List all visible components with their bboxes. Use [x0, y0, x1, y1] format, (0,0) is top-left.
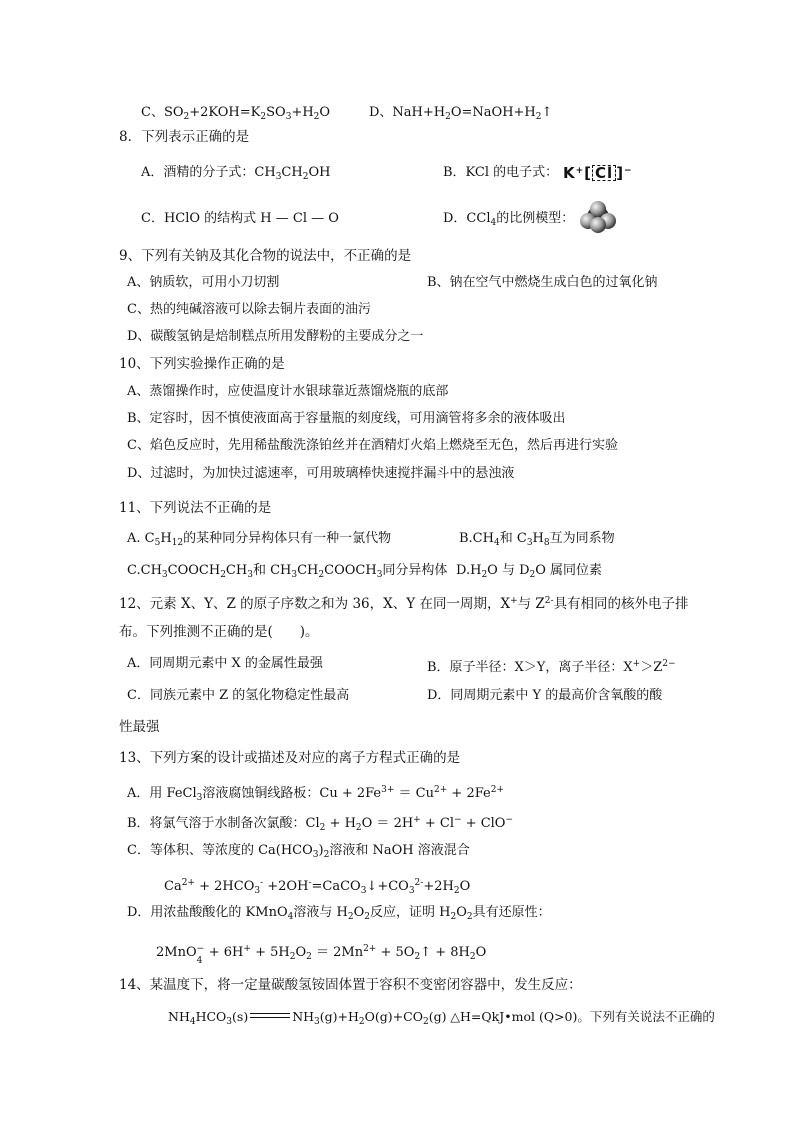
q10-option-b: B、定容时，因不慎使液面高于容量瓶的刻度线，可用滴管将多余的液体吸出	[127, 411, 566, 426]
q10-option-d: D、过滤时，为加快过滤速率，可用玻璃棒快速搅拌漏斗中的悬浊液	[127, 466, 515, 481]
q8-option-b: B．KCl 的电子式：	[443, 165, 559, 180]
q12-option-a: A．同周期元素中 X 的金属性最强	[127, 656, 323, 671]
q8-option-c: C．HClO 的结构式 H — Cl — O	[141, 211, 339, 226]
q7-option-c: C、$SO_2+2KOH=K_2SO_3+H_2O$	[141, 105, 331, 122]
q8-option-a: A．酒精的分子式：$CH_3CH_2OH$	[141, 165, 331, 182]
q9-stem: 9、下列有关钠及其化合物的说法中，不正确的是	[119, 248, 412, 264]
q12-option-b: B．原子半径：X＞Y，离子半径：$X^+>Z^{2-}$	[427, 659, 676, 675]
q9-option-c: C、热的纯碱溶液可以除去铜片表面的油污	[127, 302, 371, 317]
q12-option-c: C．同族元素中 Z 的氢化物稳定性最高	[127, 688, 350, 703]
reversible-equilibrium-arrow	[250, 1013, 290, 1019]
q10-option-a: A、蒸馏操作时，应使温度计水银球靠近蒸馏烧瓶的底部	[127, 384, 449, 399]
kcl-electron-formula: K+[ Cl ]−	[563, 164, 633, 182]
q13-option-b: B．将氯气溶于水制备次氯酸：$Cl_2 + H_2O = 2H^+ + Cl^- + ClO^-$	[127, 815, 513, 833]
q12-stem-line2: 布。下列推测不正确的是( )。	[119, 624, 319, 640]
q13-option-c: C．等体积、等浓度的 $Ca(HCO_3)_2$溶液和 NaOH 溶液混合	[127, 843, 470, 860]
q13-option-a: A．用 FeCl$_3$溶液腐蚀铜线路板：$Cu + 2Fe^{3+} = Cu^{2+} + 2Fe^{2+}$	[127, 785, 505, 803]
q12-option-d-cont: 性最强	[119, 719, 160, 735]
q10-option-c: C、焰色反应时，先用稀盐酸洗涤铂丝并在酒精灯火焰上燃烧至无色，然后再进行实验	[127, 438, 618, 453]
q12-option-d: D．同周期元素中 Y 的最高价含氧酸的酸	[427, 688, 663, 703]
q13-option-d: D．用浓盐酸酸化的 KMnO$_4$溶液与 $H_2O_2$反应，证明 $H_2O_2$具有还原性：	[127, 905, 551, 922]
q10-stem: 10、下列实验操作正确的是	[119, 356, 285, 372]
q8-option-d: D．CCl$_4$的比例模型：	[443, 211, 575, 228]
q13-option-c-equation: $Ca^{2+} + 2HCO_3^-$ $+2OH^-=CaCO_3↓+CO_3^{2-}+2H_2O$	[164, 878, 471, 896]
q12-stem-line1: 12、元素 X、Y、Z 的原子序数之和为 36，X、Y 在同一周期，X+与 $Z^{2-}$具有相同的核外电子排	[119, 596, 689, 612]
q9-option-b: B、钠在空气中燃烧生成白色的过氧化钠	[427, 275, 658, 290]
ccl4-space-filling-model	[578, 200, 618, 234]
q11-option-b: $B.CH_4$和 $C_3H_8$互为同系物	[459, 531, 615, 548]
q13-stem: 13、下列方案的设计或描述及对应的离子方程式正确的是	[119, 750, 461, 766]
cl-electron-dots: Cl	[592, 165, 616, 181]
q14-equation: $NH_4HCO_3(s)$ $NH_3(g)+H_2O(g)+CO_2(g)$ △H=QkJ•mol (Q>0)。下列有关说法不正确的	[168, 1009, 715, 1027]
q11-stem: 11、下列说法不正确的是	[119, 500, 272, 516]
q8-stem: 8．下列表示正确的是	[119, 129, 250, 145]
q9-option-d: D、碳酸氢钠是焙制糕点所用发酵粉的主要成分之一	[127, 329, 424, 344]
q11-option-d: $D.H_2O$ 与 $D_2O$ 属同位素	[456, 563, 603, 580]
q11-option-c: $C.CH_3COOCH_2CH_3$和 $CH_3CH_2COOCH_3$同分异构体	[127, 563, 448, 580]
q13-option-d-equation: 2MnO − 4 + $6H^+ + 5H_2O_2 = 2Mn^{2+}$ + $5O_2↑ + 8H_2O$	[156, 944, 487, 966]
q9-option-a: A、钠质软，可用小刀切割	[127, 275, 280, 290]
q11-option-a: A. $C_5H_{12}$的某种同分异构体只有一种一氯代物	[127, 531, 392, 548]
q7-option-d: D、$NaH+H_2O=NaOH+H_2↑$	[369, 105, 553, 122]
q14-stem: 14、某温度下，将一定量碳酸氢铵固体置于容积不变密闭容器中，发生反应：	[119, 977, 582, 993]
